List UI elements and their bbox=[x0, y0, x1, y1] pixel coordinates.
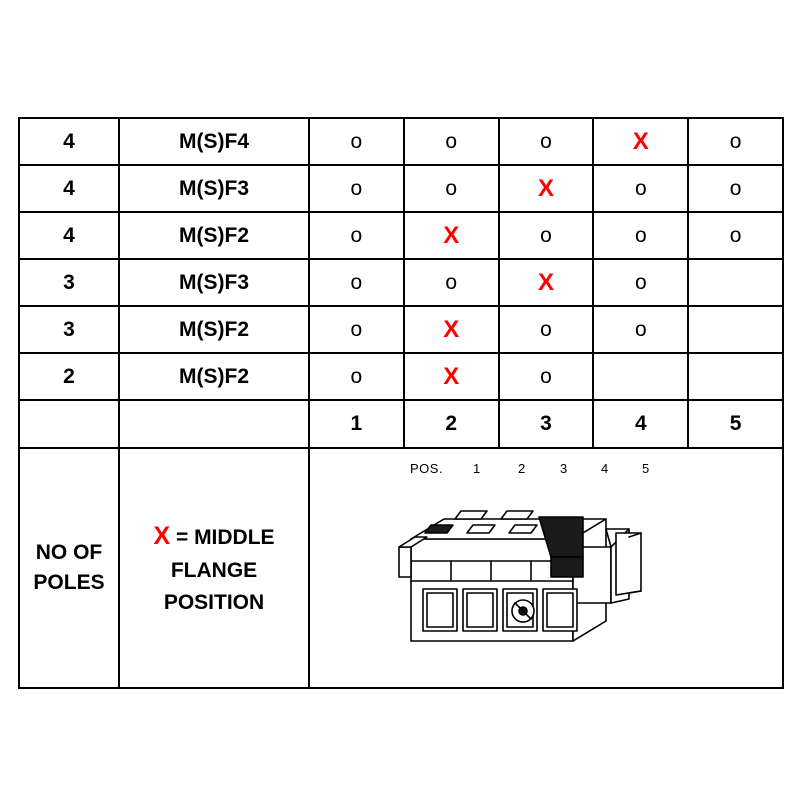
table-row bbox=[19, 353, 783, 400]
cell-mark-pos4 bbox=[593, 353, 688, 400]
legend-middle-flange bbox=[119, 448, 309, 688]
cell-mark-pos4: X bbox=[593, 118, 688, 165]
cell-poles: 4 bbox=[19, 212, 119, 259]
cell-type: M(S)F4 bbox=[119, 118, 309, 165]
cell-type: M(S)F2 bbox=[119, 306, 309, 353]
cell-mark-pos5 bbox=[688, 259, 783, 306]
cell-empty-type bbox=[119, 400, 309, 448]
position-index-5: 5 bbox=[688, 400, 783, 448]
legend-poles-line1: NO OF bbox=[35, 540, 103, 564]
cell-mark-pos2: o bbox=[404, 259, 499, 306]
position-ruler bbox=[310, 461, 782, 481]
cell-poles: 4 bbox=[19, 165, 119, 212]
cell-mark-pos5: o bbox=[688, 118, 783, 165]
cell-mark-pos2: X bbox=[404, 353, 499, 400]
cell-mark-pos4: o bbox=[593, 212, 688, 259]
legend-no-of-poles bbox=[19, 448, 119, 688]
cell-poles: 2 bbox=[19, 353, 119, 400]
connector-drawing bbox=[310, 449, 782, 687]
legend-line3: POSITION bbox=[163, 590, 265, 614]
cell-mark-pos2: X bbox=[404, 306, 499, 353]
cell-mark-pos3: o bbox=[499, 212, 594, 259]
cell-mark-pos2: o bbox=[404, 118, 499, 165]
cell-poles: 3 bbox=[19, 259, 119, 306]
table-row bbox=[19, 306, 783, 353]
cell-type: M(S)F2 bbox=[119, 353, 309, 400]
position-index-1: 1 bbox=[309, 400, 404, 448]
cell-type: M(S)F3 bbox=[119, 165, 309, 212]
pos-word-label: POS. bbox=[410, 461, 444, 476]
cell-type: M(S)F2 bbox=[119, 212, 309, 259]
table-row bbox=[19, 259, 783, 306]
table-row bbox=[19, 118, 783, 165]
flange-position-table-container bbox=[18, 117, 782, 687]
table-row-position-index bbox=[19, 400, 783, 448]
cell-mark-pos3: o bbox=[499, 118, 594, 165]
cell-mark-pos1: o bbox=[309, 212, 404, 259]
cell-mark-pos5 bbox=[688, 306, 783, 353]
table-row bbox=[19, 212, 783, 259]
cell-mark-pos3: X bbox=[499, 259, 594, 306]
pos-number-4: 4 bbox=[601, 461, 609, 476]
cell-mark-pos1: o bbox=[309, 165, 404, 212]
pos-number-1: 1 bbox=[473, 461, 481, 476]
table-row bbox=[19, 165, 783, 212]
cell-mark-pos1: o bbox=[309, 118, 404, 165]
connector-drawing-cell bbox=[309, 448, 783, 688]
legend-x-symbol: X bbox=[153, 521, 171, 550]
cell-mark-pos1: o bbox=[309, 259, 404, 306]
cell-mark-pos4: o bbox=[593, 306, 688, 353]
cell-type: M(S)F3 bbox=[119, 259, 309, 306]
position-index-3: 3 bbox=[499, 400, 594, 448]
cell-empty-poles bbox=[19, 400, 119, 448]
cell-poles: 3 bbox=[19, 306, 119, 353]
table-row-legend bbox=[19, 448, 783, 688]
cell-mark-pos5 bbox=[688, 353, 783, 400]
cell-mark-pos4: o bbox=[593, 259, 688, 306]
cell-mark-pos2: o bbox=[404, 165, 499, 212]
cell-mark-pos2: X bbox=[404, 212, 499, 259]
legend-line2: FLANGE bbox=[170, 559, 258, 583]
pos-number-5: 5 bbox=[642, 461, 650, 476]
pos-number-2: 2 bbox=[518, 461, 526, 476]
cell-mark-pos5: o bbox=[688, 212, 783, 259]
cell-poles: 4 bbox=[19, 118, 119, 165]
cell-mark-pos4: o bbox=[593, 165, 688, 212]
cell-mark-pos5: o bbox=[688, 165, 783, 212]
terminal-block-connector-illustration bbox=[310, 481, 782, 671]
legend-line1-text: = MIDDLE bbox=[175, 525, 275, 549]
cell-mark-pos3: X bbox=[499, 165, 594, 212]
cell-mark-pos1: o bbox=[309, 353, 404, 400]
cell-mark-pos3: o bbox=[499, 306, 594, 353]
position-index-2: 2 bbox=[404, 400, 499, 448]
flange-position-table bbox=[18, 117, 784, 689]
position-index-4: 4 bbox=[593, 400, 688, 448]
legend-line1 bbox=[120, 518, 308, 556]
cell-mark-pos1: o bbox=[309, 306, 404, 353]
pos-number-3: 3 bbox=[560, 461, 568, 476]
legend-poles-line2: POLES bbox=[33, 571, 105, 594]
cell-mark-pos3: o bbox=[499, 353, 594, 400]
